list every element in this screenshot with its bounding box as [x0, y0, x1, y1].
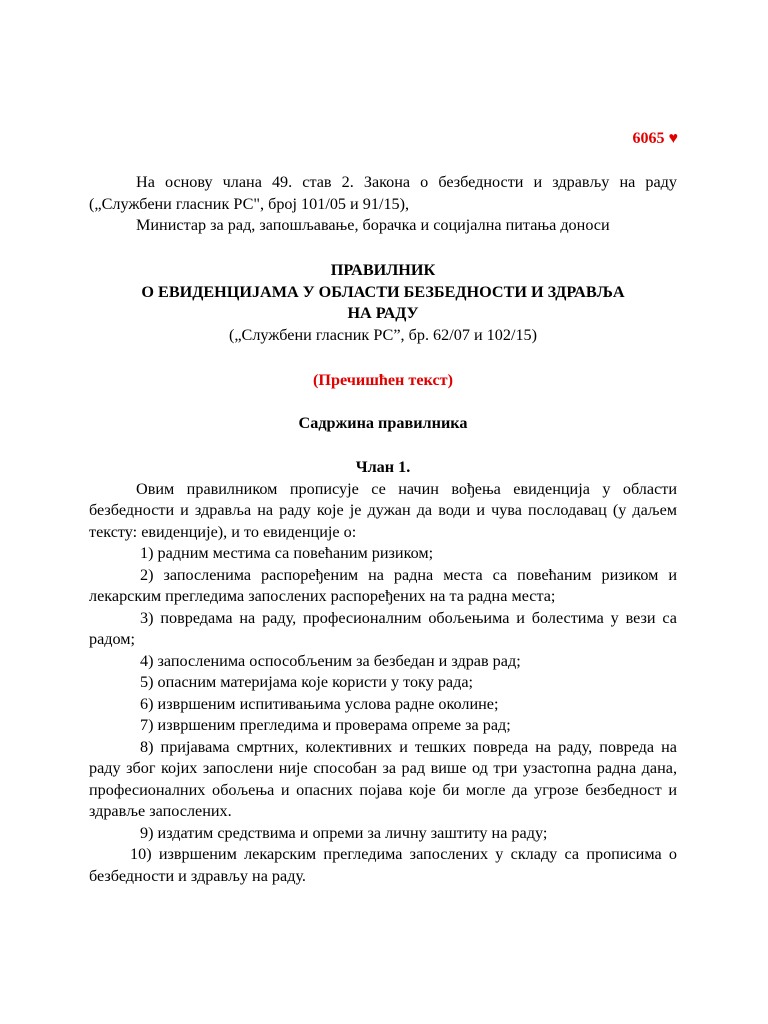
article-1-item: 4) запосленима оспособљеним за безбедан и здрав рад;	[140, 651, 521, 670]
preamble-legal-basis: На основу члана 49. став 2. Закона о безбедности и здрављу на раду („Службени гласник РС", број 101/05 и 91/15),	[89, 173, 677, 213]
article-1-item: 9) издатим средствима и опреми за личну заштиту на раду;	[140, 823, 548, 842]
preamble	[89, 172, 677, 237]
title-line-2: О ЕВИДЕНЦИЈАМА У ОБЛАСТИ БЕЗБЕДНОСТИ И ЗДРАВЉА	[141, 282, 625, 301]
article-1-item: 6) извршеним испитивањима услова радне околине;	[140, 694, 499, 713]
article-1-heading: Члан 1.	[355, 458, 411, 476]
article-1-item: 10) извршеним лекарским прегледима запослених у складу са прописима о безбедности и здрављу на раду.	[89, 845, 677, 885]
title-line-3: НА РАДУ	[347, 304, 419, 322]
title-gazette: („Службени гласник РС”, бр. 62/07 и 102/15)	[228, 325, 538, 344]
title-line-1: ПРАВИЛНИК	[330, 261, 436, 279]
article-1-item: 2) запосленима распоређеним на радна места са повећаним ризиком и лекарским прегледима запослених распоређених на та радна места;	[89, 565, 677, 605]
title-block	[89, 260, 677, 346]
article-1-item: 8) пријавама смртних, колективних и тешких повреда на раду, повреда на раду због којих запослени није способан за рад више од три узастопна радна дана, професионалних обољења и опасних појава које би могле да угрозе безбедност и здравље запослених.	[89, 737, 677, 820]
contents-heading: Садржина правилника	[298, 414, 468, 432]
consolidated-text-note: (Пречишћен текст)	[312, 371, 454, 389]
article-1-intro: Овим правилником прописује се начин вођења евиденција у области безбедности и здравља на раду које је дужан да води и чува послодавац (у даљем тексту: евиденције), и то евиденције о:	[89, 479, 677, 541]
article-1-item: 3) повредама на раду, професионалним обољењима и болестима у вези са радом;	[89, 608, 677, 648]
contents-heading-block	[89, 413, 677, 435]
article-1-item: 1) радним местима са повећаним ризиком;	[140, 544, 434, 562]
article-1-item: 7) извршеним прегледима и проверама опреме за рад;	[140, 716, 511, 734]
preamble-issuer: Министар за рад, запошљавање, борачка и социјална питања доноси	[136, 216, 610, 234]
article-1-item: 5) опасним материјама које користи у току рада;	[140, 673, 474, 691]
article-1	[89, 457, 677, 887]
consolidated-note-block	[89, 370, 677, 392]
document-number: 6065 ♥	[632, 130, 678, 147]
